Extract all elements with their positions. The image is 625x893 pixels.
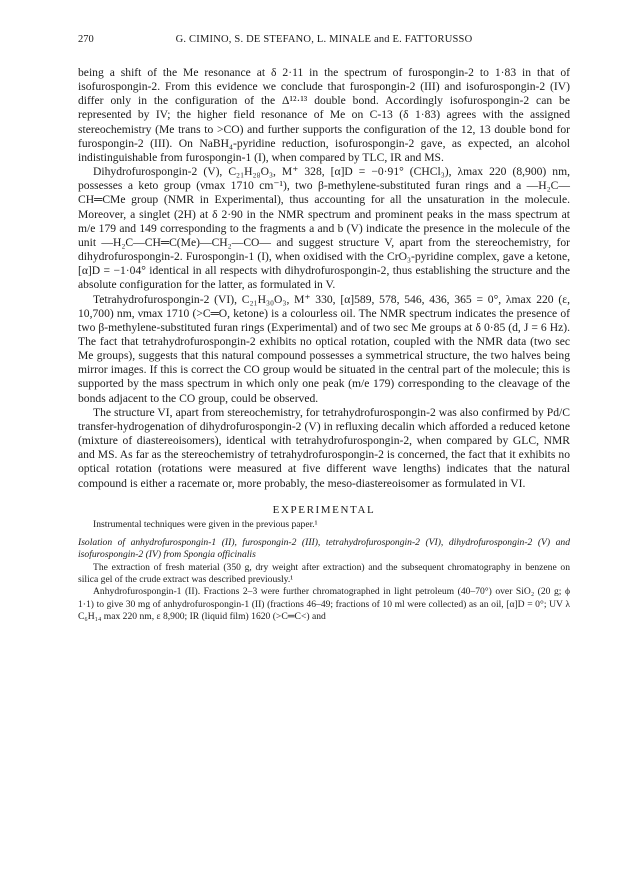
page-number: 270 [78,34,94,45]
paragraph: The structure VI, apart from stereochemistry, for tetrahydrofurospongin-2 was also confirmed by Pd/C transfer-hydrogenation of dihydrofurospongin-2 (V) in refluxing decalin which afforded a reduced ketone (mixture of diastereoisomers), identical with tetrahydrofurospongin-2, when compared by GLC, NMR and MS. As far as the stereochemistry of tetrahydrofurospongin-2 is concerned, the fact that it exhibits no optical rotation (rotations were measured at five different wave lengths) indicates that the natural compound is either a racemate or, more probably, the meso-diastereoisomer as formulated in VI. [78,405,570,490]
experimental-intro: Instrumental techniques were given in the previous paper.¹ [93,518,318,530]
running-header-authors: G. CIMINO, S. DE STEFANO, L. MINALE and E. FATTORUSSO [175,34,473,45]
paragraph: being a shift of the Me resonance at δ 2·11 in the spectrum of furospongin-2 to 1·83 in that of isofurospongin-2. From this evidence we conclude that furospongin-2 (III) and isofurospongin-2 (IV) differ only in the configuration of the Δ¹²·¹³ double bond. Accordingly isofurospongin-2 can be represented by IV; the higher field resonance of Me on C-13 (δ 1·83) agrees with the assigned stereochemistry (Me trans to >CO) and further supports the configuration of the 12, 13 double bond for furospongin-2 (III). On NaBH₄-pyridine reduction, isofurospongin-2 gave, as expected, an alcohol indistinguishable from furospongin-1 (I), when compared by TLC, IR and MS. [78,66,570,164]
experimental-section [78,519,570,623]
paragraph: Anhydrofurospongin-1 (II). Fractions 2–3 were further chromatographed in light petroleum (40–70°) over SiO₂ (20 g; ϕ 1·1) to give 30 mg of anhydrofurospongin-1 (II) (fractions 46–49; fractions of 10 ml were collected) as an oil, [α]D = 0°; UV λ C₆H₁₄ max 220 nm, ε 8,900; IR (liquid film) 1620 (>C═C<) and [78,586,570,622]
article-body [78,66,570,623]
running-header [78,34,570,50]
section-heading: EXPERIMENTAL [272,503,376,516]
paragraph: The extraction of fresh material (350 g, dry weight after extraction) and the subsequent chromatography in benzene on silica gel of the crude extract was described previously.¹ [78,561,570,586]
experimental-subheading: Isolation of anhydrofurospongin-1 (II), furospongin-2 (III), tetrahydrofurospongin-2 (VI), dihydrofurospongin-2 (V) and isofurospongin-2 (IV) from Spongia officinalis [78,537,570,561]
paragraph: Tetrahydrofurospongin-2 (VI), C₂₁H₃₀O₃, M⁺ 330, [α]589, 578, 546, 436, 365 = 0°, λmax 220 (ε, 10,700) nm, νmax 1710 (>C═O, ketone) is a colourless oil. The NMR spectrum indicates the presence of two β-methylene-substituted furan rings (Experimental) and of two sec Me groups at δ 0·85 (d, J = 6 Hz). The fact that tetrahydrofurospongin-2 exhibits no optical rotation, coupled with the NMR data (two sec Me groups), suggests that this natural compound possesses a symmetrical structure, the two halves being mirror images. If this is correct the CO group would be situated in the central part of the molecule; this is supported by the mass spectrum in which only one peak (m/e 179) corresponding to the cleavage of the bonds adjacent to the CO group, could be observed. [78,292,570,405]
paragraph: Dihydrofurospongin-2 (V), C₂₁H₂₈O₃, M⁺ 328, [α]D = −0·91° (CHCl₃), λmax 220 (8,900) nm, possesses a keto group (νmax 1710 cm⁻¹), two β-methylene-substituted furan rings and a —H₂C—CH═CMe group (NMR in Experimental), thus accounting for all the unsaturation in the molecule. Moreover, a singlet (2H) at δ 2·90 in the NMR spectrum and prominent peaks in the mass spectrum at m/e 179 and 149 corresponding to the fragments a and b (V) indicate the presence in the molecule of the unit —H₂C—CH═C(Me)—CH₂—CO— and suggest structure V, apart from the stereochemistry, for dihydrofurospongin-2. Furospongin-1 (I), when oxidised with the CrO₃-pyridine complex, gave a ketone, [α]D = −1·04° identical in all respects with dihydrofurospongin-2, thus establishing the structure and the absolute configuration for the latter, as formulated in V. [78,165,570,292]
